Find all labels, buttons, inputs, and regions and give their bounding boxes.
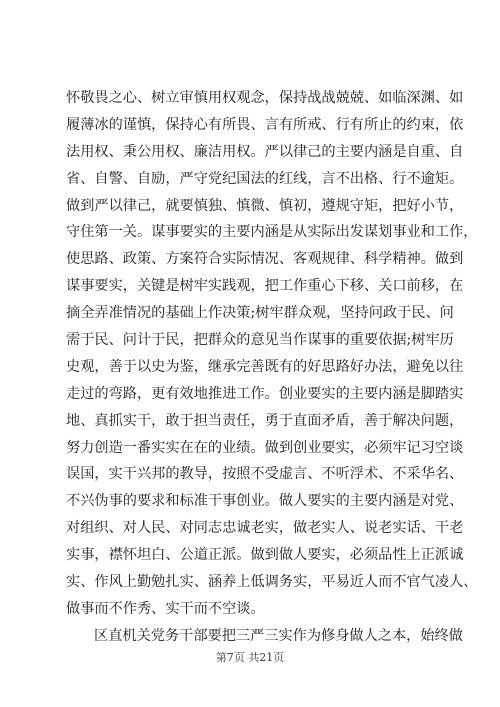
text-line: 使思路、政策、方案符合实际情况、客观规律、科学精神。做到 — [66, 251, 464, 268]
text-line: 做到严以律己，就要慎独、慎微、慎初，遵规守矩，把好小节， — [66, 197, 464, 214]
text-line: 需于民、问计于民，把群众的意见当作谋事的重要依据;树牢历 — [66, 332, 454, 349]
text-line: 实、作风上勤勉扎实、涵养上低调务实，平易近人而不官气凌人、 — [66, 574, 478, 591]
text-line: 守住第一关。谋事要实的主要内涵是从实际出发谋划事业和工作， — [66, 224, 478, 241]
text-line: 实事，襟怀坦白、公道正派。做到做人要实，必须品性上正派诚 — [66, 547, 464, 564]
text-line: 做事而不作秀、实干而不空谈。 — [66, 600, 265, 617]
text-line: 法用权、秉公用权、廉洁用权。严以律己的主要内涵是自重、自 — [66, 143, 464, 160]
text-line: 履薄冰的谨慎，保持心有所畏、言有所戒、行有所止的约束，依 — [66, 116, 464, 133]
text-line: 努力创造一番实实在在的业绩。做到创业要实，必须牢记习空谈 — [66, 439, 464, 456]
text-line: 地、真抓实干，敢于担当责任，勇于直面矛盾，善于解决问题， — [66, 412, 464, 429]
text-line: 怀敬畏之心、树立审慎用权观念，保持战战兢兢、如临深渊、如 — [66, 90, 464, 106]
text-line: 谋事要实，关键是树牢实践观，把工作重心下移、关口前移，在 — [66, 278, 464, 295]
text-line: 摘全弄准情况的基础上作决策;树牢群众观，坚持问政于民、问 — [66, 305, 454, 322]
text-line: 史观，善于以史为鉴，继承完善既有的好思路好办法，避免以往 — [66, 358, 464, 375]
page-number-footer: 第7页 共21页 — [215, 651, 285, 664]
text-line: 省、自警、自励，严守党纪国法的红线，言不出格、行不逾矩。 — [66, 170, 464, 187]
text-line: 走过的弯路，更有效地推进工作。创业要实的主要内涵是脚踏实 — [66, 385, 464, 402]
paragraph-start-line: 区直机关党务干部要把三严三实作为修身做人之本，始终做 — [94, 627, 463, 644]
text-line: 误国，实干兴邦的教导，按照不受虚言、不听浮术、不采华名、 — [66, 466, 464, 483]
text-line: 对组织、对人民、对同志忠诚老实，做老实人、说老实话、干老 — [66, 520, 464, 537]
body-text — [66, 85, 478, 650]
text-line: 不兴伪事的要求和标准干事创业。做人要实的主要内涵是对党、 — [66, 493, 464, 510]
